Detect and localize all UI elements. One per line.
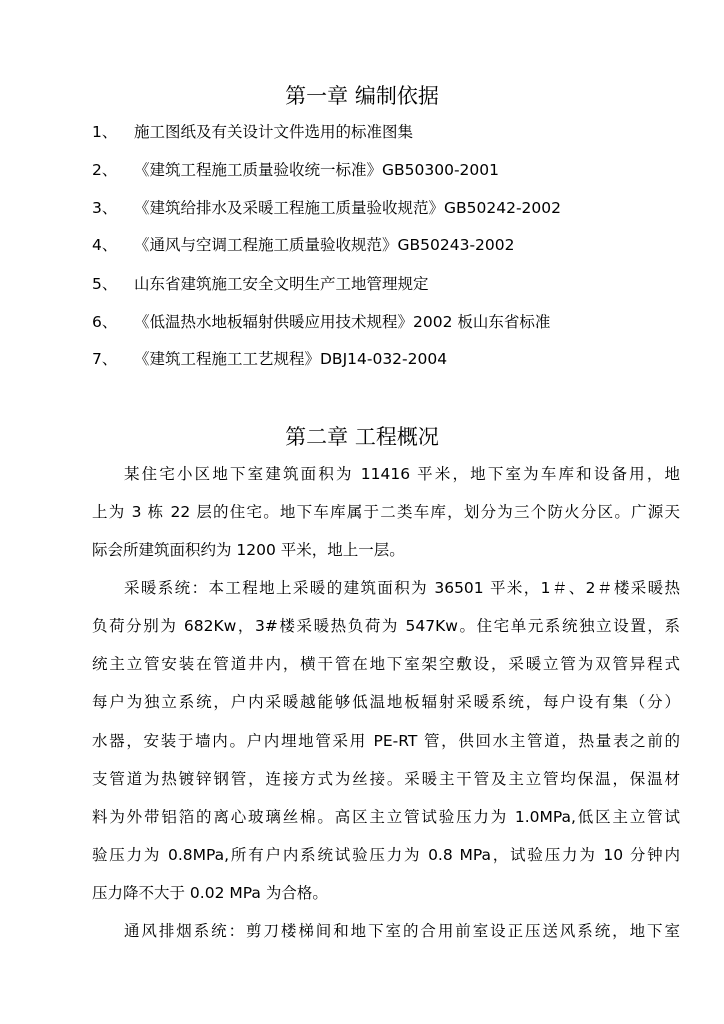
reference-number: 3、 [92,199,118,217]
paragraph-line: 采暖系统：本工程地上采暖的建筑面积为 36501 平米，1＃、2＃楼采暖热 [124,579,680,597]
reference-text: 《建筑工程施工质量验收统一标准》GB50300-2001 [134,161,499,179]
reference-text: 《通风与空调工程施工质量验收规范》GB50243-2002 [134,236,515,254]
reference-text: 《低温热水地板辐射供暖应用技术规程》2002 板山东省标准 [134,313,551,331]
reference-text: 山东省建筑施工安全文明生产工地管理规定 [134,275,429,293]
reference-text: 《建筑工程施工工艺规程》DBJ14-032-2004 [134,350,448,368]
paragraph-line: 某住宅小区地下室建筑面积为 11416 平米，地下室为车库和设备用，地 [124,465,680,483]
reference-item [92,196,561,220]
reference-number: 7、 [92,350,118,368]
chapter-1-title: 第一章 编制依据 [285,84,439,108]
paragraph-line: 验压力为 0.8MPa,所有户内系统试验压力为 0.8 MPa，试验压力为 10 分钟内 [92,846,680,864]
paragraph-line: 料为外带铝箔的离心玻璃丝棉。高区主立管试验压力为 1.0MPa,低区主立管试 [92,808,680,826]
paragraph-line: 负荷分别为 682Kw，3#楼采暖热负荷为 547Kw。住宅单元系统独立设置，系 [92,617,680,635]
reference-item [92,272,429,296]
reference-item [92,158,499,182]
reference-number: 1、 [92,123,118,141]
paragraph-line: 通风排烟系统：剪刀楼梯间和地下室的合用前室设正压送风系统，地下室 [124,922,680,940]
reference-number: 5、 [92,275,118,293]
paragraph-line: 水器，安装于墙内。户内埋地管采用 PE-RT 管，供回水主管道，热量表之前的 [92,732,680,750]
reference-item [92,120,413,144]
reference-number: 4、 [92,236,118,254]
reference-item [92,310,550,334]
reference-text: 《建筑给排水及采暖工程施工质量验收规范》GB50242-2002 [134,199,561,217]
chapter-2-title: 第二章 工程概况 [285,425,439,449]
paragraph-line: 上为 3 栋 22 层的住宅。地下车库属于二类车库，划分为三个防火分区。广源天 [92,503,680,521]
paragraph-line: 压力降不大于 0.02 MPa 为合格。 [92,884,328,902]
paragraph-line: 际会所建筑面积约为 1200 平米，地上一层。 [92,541,405,559]
reference-number: 6、 [92,313,118,331]
paragraph-line: 统主立管安装在管道井内，横干管在地下室架空敷设，采暖立管为双管异程式 [92,655,680,673]
reference-item [92,347,447,371]
reference-item [92,233,515,257]
paragraph-line: 每户为独立系统，户内采暖越能够低温地板辐射采暖系统，每户设有集（分） [92,693,680,711]
paragraph-line: 支管道为热镀锌钢管，连接方式为丝接。采暖主干管及主立管均保温，保温材 [92,770,680,788]
reference-number: 2、 [92,161,118,179]
reference-text: 施工图纸及有关设计文件选用的标准图集 [134,123,414,141]
